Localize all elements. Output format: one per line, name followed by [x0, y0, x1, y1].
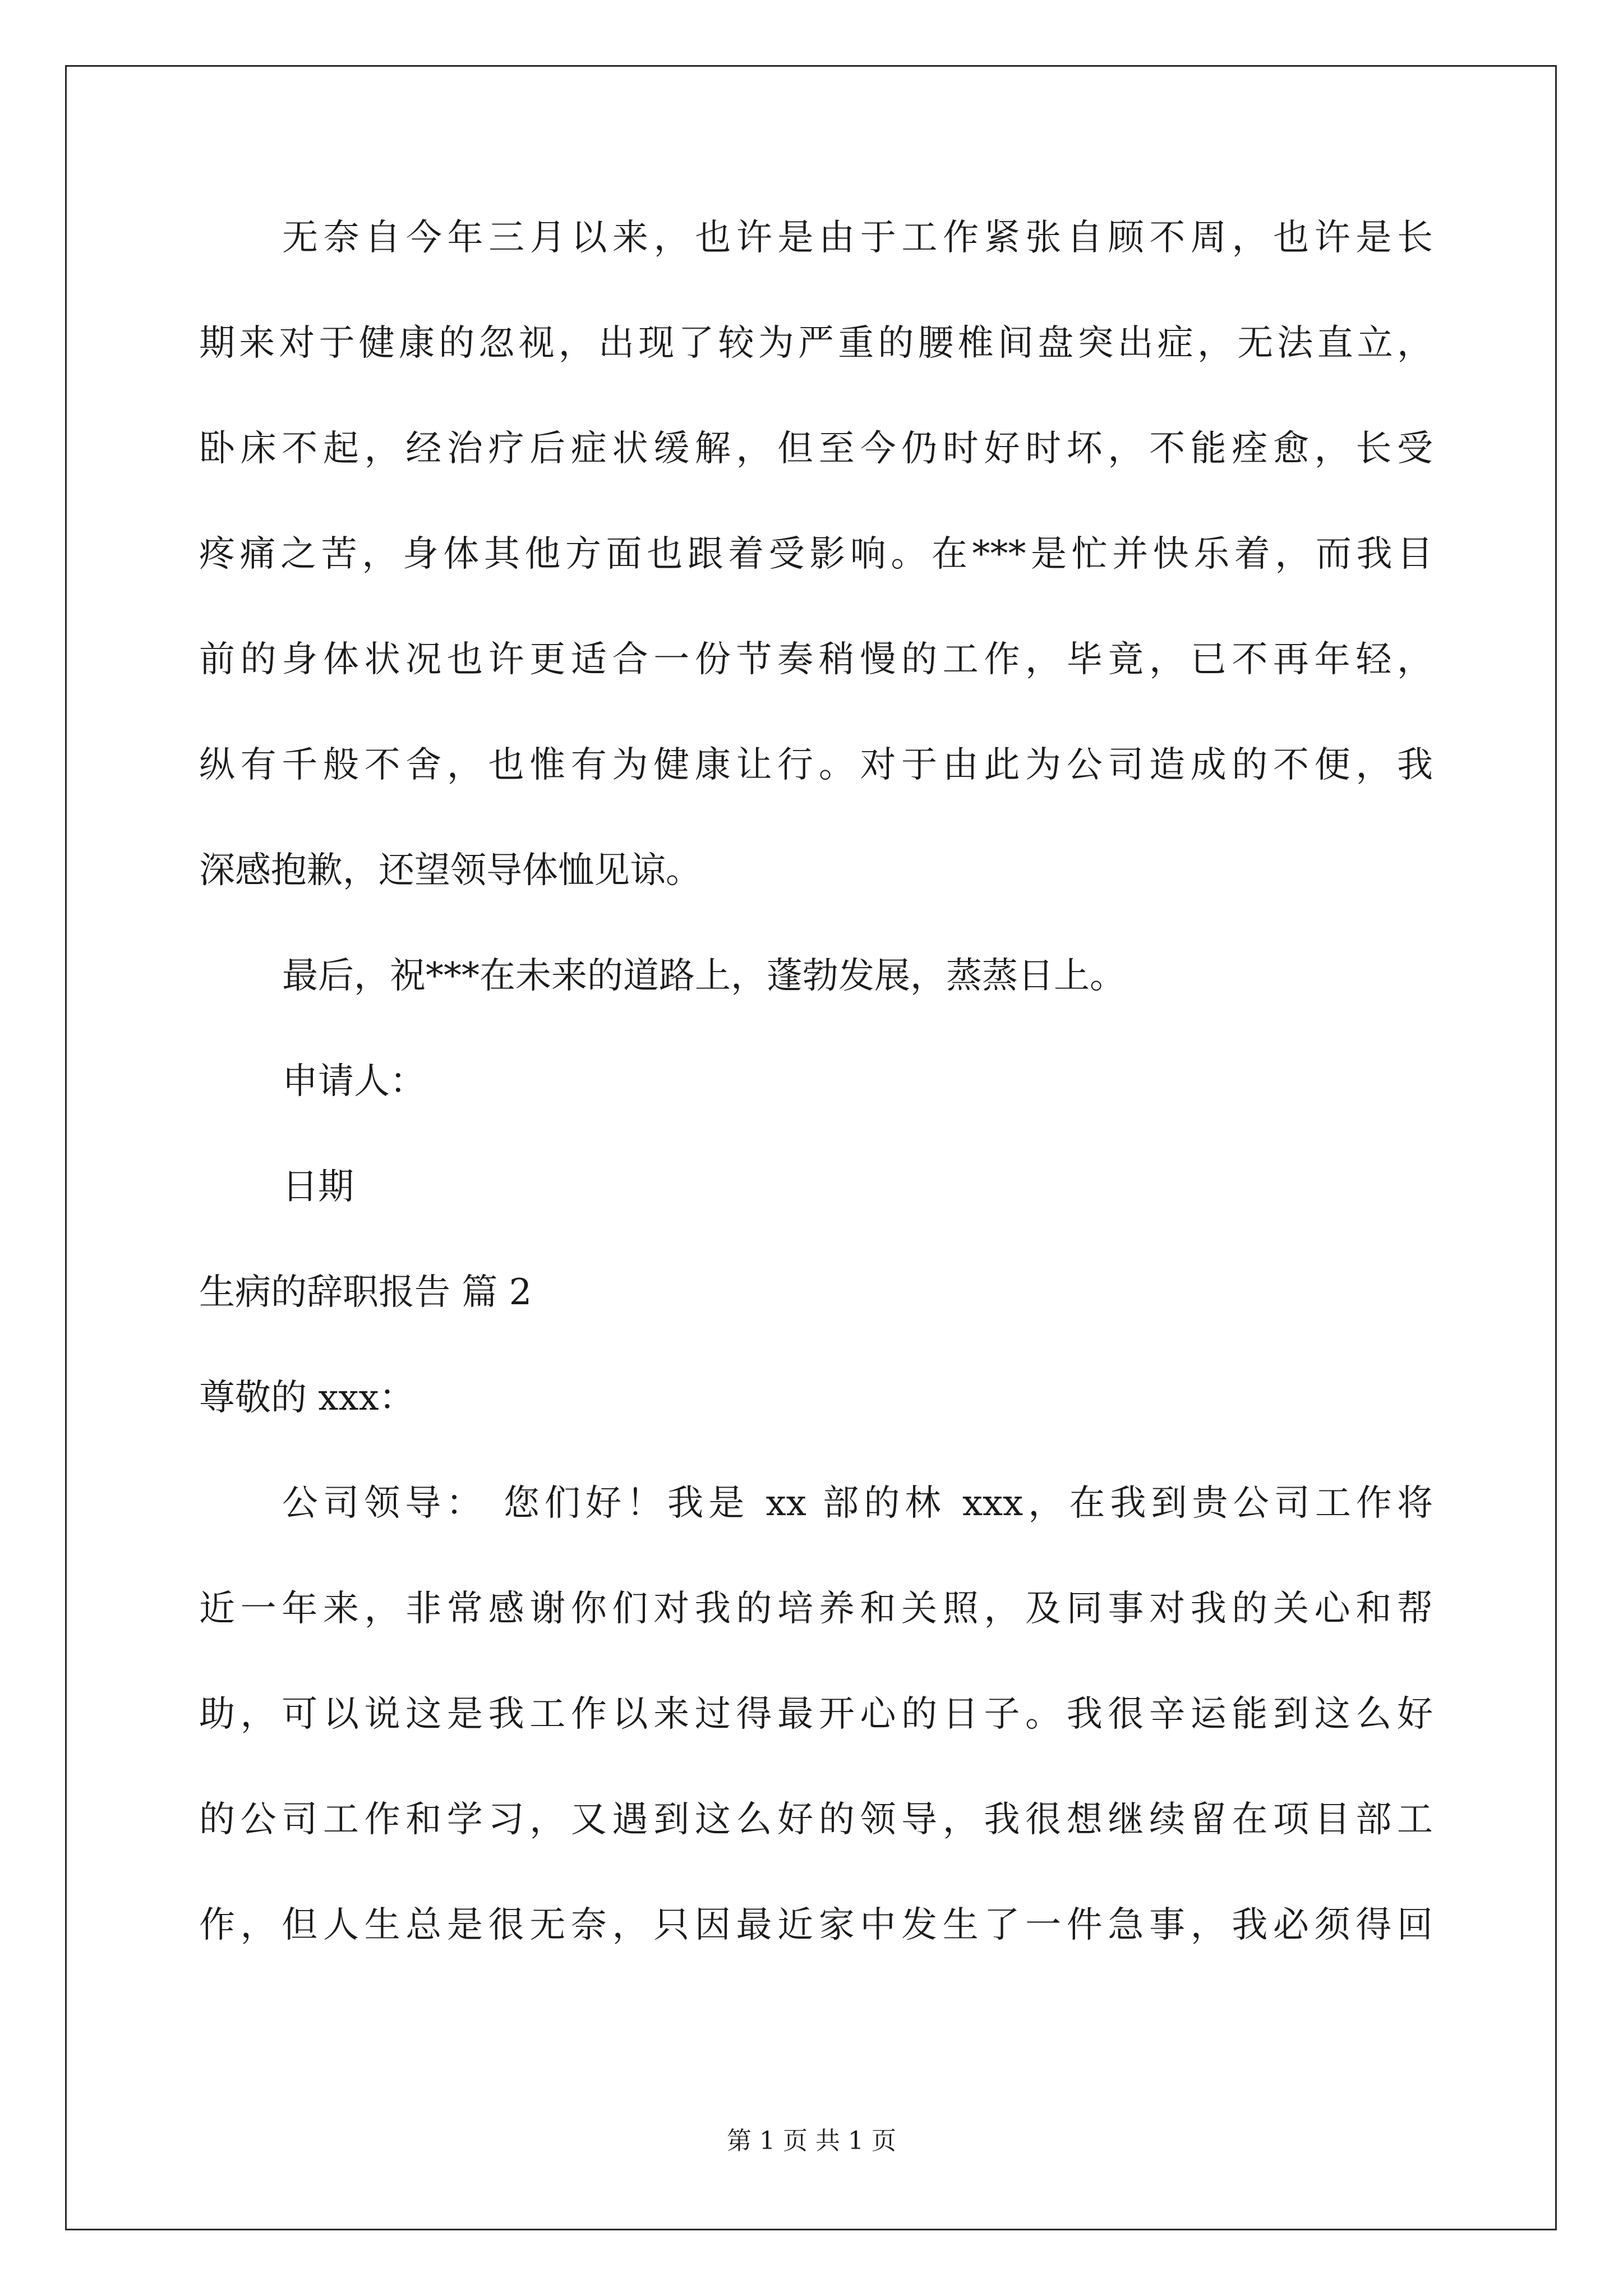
paragraph-line: 深感抱歉，还望领导体恤见谅。: [199, 850, 702, 891]
paragraph-line: 疼痛之苦，身体其他方面也跟着受影响。在***是忙并快乐着，而我目: [199, 533, 1433, 575]
salutation: 尊敬的 xxx：: [199, 1377, 415, 1419]
page-footer: 第 1 页 共 1 页: [727, 2127, 896, 2155]
closing-wish: 最后，祝***在未来的道路上，蓬勃发展，蒸蒸日上。: [282, 955, 1126, 997]
paragraph-line: 作，但人生总是很无奈，只因最近家中发生了一件急事，我必须得回: [199, 1904, 1433, 1946]
paragraph-line: 的公司工作和学习，又遇到这么好的领导，我很想继续留在项目部工: [199, 1799, 1433, 1841]
section-heading: 生病的辞职报告 篇 2: [199, 1272, 532, 1313]
paragraph-line: 无奈自今年三月以来，也许是由于工作紧张自顾不周，也许是长: [282, 217, 1433, 259]
paragraph-line: 助，可以说这是我工作以来过得最开心的日子。我很辛运能到这么好: [199, 1694, 1433, 1735]
paragraph-line: 期来对于健康的忽视，出现了较为严重的腰椎间盘突出症，无法直立，: [199, 323, 1433, 364]
paragraph-line: 近一年来，非常感谢你们对我的培养和关照，及同事对我的关心和帮: [199, 1588, 1433, 1630]
applicant-label: 申请人：: [282, 1061, 426, 1102]
paragraph-line: 卧床不起，经治疗后症状缓解，但至今仍时好时坏，不能痊愈，长受: [199, 428, 1433, 470]
date-label: 日期: [282, 1166, 354, 1208]
paragraph-line: 公司领导： 您们好！我是 xx 部的林 xxx，在我到贵公司工作将: [282, 1483, 1433, 1524]
paragraph-line: 纵有千般不舍，也惟有为健康让行。对于由此为公司造成的不便，我: [199, 744, 1433, 786]
paragraph-line: 前的身体状况也许更适合一份节奏稍慢的工作，毕竟，已不再年轻，: [199, 639, 1433, 680]
